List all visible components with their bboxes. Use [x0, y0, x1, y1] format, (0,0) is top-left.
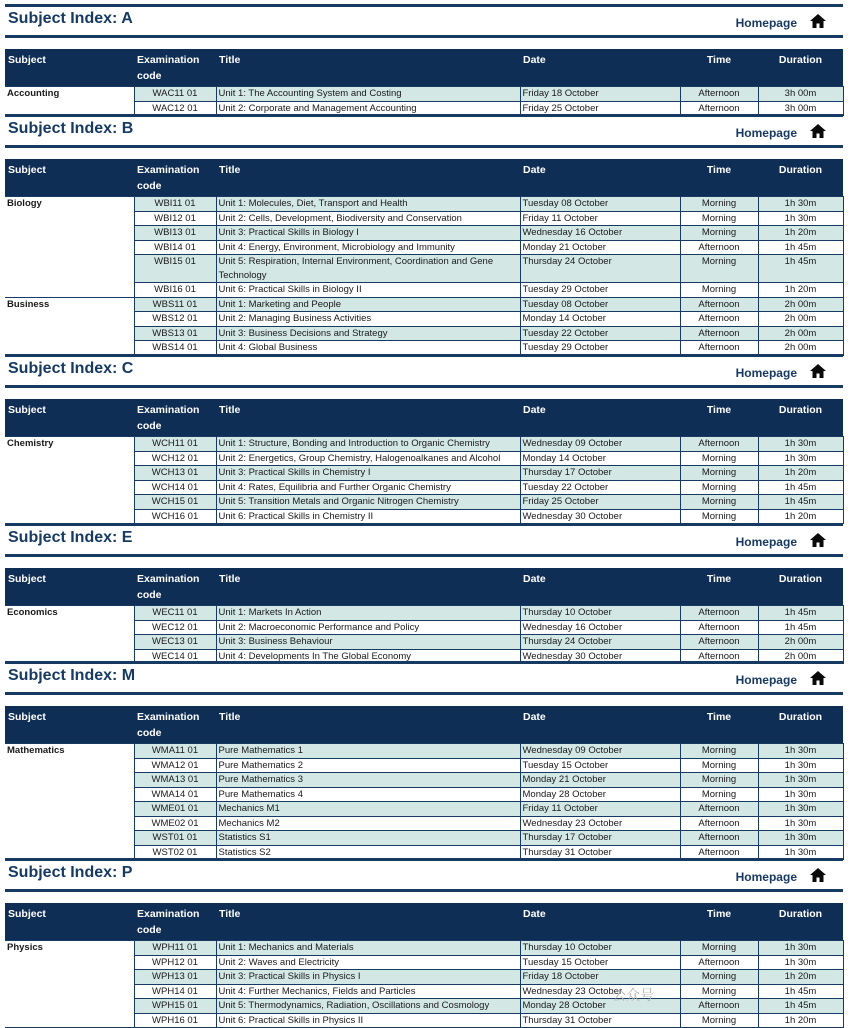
col-date: Date: [520, 706, 680, 744]
code-cell: WCH12 01: [134, 451, 216, 466]
duration-cell: 1h 30m: [758, 744, 843, 759]
title-cell: Unit 1: Structure, Bonding and Introduction to Organic Chemistry: [216, 437, 520, 452]
section-header: [5, 858, 843, 892]
time-cell: Morning: [680, 984, 758, 999]
col-subject: Subject: [5, 706, 134, 744]
time-cell: Afternoon: [680, 635, 758, 650]
subject-cell: Accounting: [5, 87, 134, 116]
time-cell: Morning: [680, 941, 758, 956]
col-duration: Duration: [758, 49, 843, 87]
date-cell: Thursday 24 October: [520, 255, 680, 283]
col-time: Time: [680, 49, 758, 87]
code-cell: WPH12 01: [134, 955, 216, 970]
title-cell: Unit 4: Developments In The Global Economy: [216, 649, 520, 664]
title-cell: Mechanics M2: [216, 816, 520, 831]
col-duration: Duration: [758, 399, 843, 437]
date-cell: Friday 25 October: [520, 101, 680, 116]
code-cell: WAC12 01: [134, 101, 216, 116]
time-cell: Morning: [680, 255, 758, 283]
homepage-link[interactable]: Homepage: [735, 16, 797, 30]
watermark: 公众号: [612, 987, 654, 1003]
duration-cell: 1h 30m: [758, 211, 843, 226]
time-cell: Afternoon: [680, 999, 758, 1014]
code-cell: WPH14 01: [134, 984, 216, 999]
col-code: Examination code: [134, 159, 216, 197]
table-row: [5, 87, 843, 102]
time-cell: Afternoon: [680, 326, 758, 341]
section-title: Subject Index: P: [8, 864, 133, 881]
title-cell: Unit 4: Rates, Equilibria and Further Organic Chemistry: [216, 480, 520, 495]
time-cell: Morning: [680, 509, 758, 524]
date-cell: Thursday 17 October: [520, 831, 680, 846]
date-cell: Tuesday 08 October: [520, 197, 680, 212]
code-cell: WST01 01: [134, 831, 216, 846]
time-cell: Morning: [680, 773, 758, 788]
duration-cell: 1h 30m: [758, 845, 843, 860]
table-row: [5, 606, 843, 621]
code-cell: WMA12 01: [134, 758, 216, 773]
exam-table: [5, 903, 844, 1028]
title-cell: Unit 3: Business Behaviour: [216, 635, 520, 650]
exam-table: [5, 568, 844, 664]
time-cell: Morning: [680, 1013, 758, 1028]
title-cell: Unit 2: Waves and Electricity: [216, 955, 520, 970]
table-row: [5, 744, 843, 759]
col-time: Time: [680, 568, 758, 606]
time-cell: Afternoon: [680, 816, 758, 831]
title-cell: Unit 4: Further Mechanics, Fields and Particles: [216, 984, 520, 999]
time-cell: Afternoon: [680, 845, 758, 860]
time-cell: Afternoon: [680, 649, 758, 664]
code-cell: WME02 01: [134, 816, 216, 831]
date-cell: Wednesday 16 October: [520, 226, 680, 241]
section-title: Subject Index: M: [8, 667, 136, 684]
code-cell: WMA11 01: [134, 744, 216, 759]
date-cell: Monday 28 October: [520, 787, 680, 802]
title-cell: Statistics S1: [216, 831, 520, 846]
duration-cell: 1h 30m: [758, 758, 843, 773]
subject-cell: Physics: [5, 941, 134, 1028]
time-cell: Afternoon: [680, 341, 758, 356]
code-cell: WEC13 01: [134, 635, 216, 650]
home-icon[interactable]: [809, 532, 827, 548]
date-cell: Monday 21 October: [520, 240, 680, 255]
duration-cell: 2h 00m: [758, 635, 843, 650]
col-time: Time: [680, 159, 758, 197]
exam-table: [5, 399, 844, 524]
code-cell: WPH13 01: [134, 970, 216, 985]
duration-cell: 1h 30m: [758, 773, 843, 788]
time-cell: Afternoon: [680, 437, 758, 452]
title-cell: Unit 4: Global Business: [216, 341, 520, 356]
col-duration: Duration: [758, 159, 843, 197]
duration-cell: 3h 00m: [758, 101, 843, 116]
code-cell: WBS12 01: [134, 312, 216, 327]
duration-cell: 1h 45m: [758, 495, 843, 510]
col-duration: Duration: [758, 568, 843, 606]
code-cell: WBI11 01: [134, 197, 216, 212]
col-date: Date: [520, 568, 680, 606]
subject-cell: Economics: [5, 606, 134, 664]
title-cell: Unit 2: Energetics, Group Chemistry, Halogenoalkanes and Alcohol: [216, 451, 520, 466]
subject-section: [5, 523, 843, 664]
duration-cell: 1h 30m: [758, 955, 843, 970]
date-cell: Wednesday 30 October: [520, 509, 680, 524]
col-duration: Duration: [758, 903, 843, 941]
title-cell: Unit 1: The Accounting System and Costing: [216, 87, 520, 102]
col-subject: Subject: [5, 159, 134, 197]
code-cell: WBS11 01: [134, 297, 216, 312]
date-cell: Monday 14 October: [520, 312, 680, 327]
col-date: Date: [520, 49, 680, 87]
time-cell: Afternoon: [680, 101, 758, 116]
date-cell: Thursday 31 October: [520, 845, 680, 860]
table-row: [5, 941, 843, 956]
title-cell: Unit 1: Molecules, Diet, Transport and Health: [216, 197, 520, 212]
subject-section: [5, 661, 843, 860]
duration-cell: 1h 45m: [758, 480, 843, 495]
title-cell: Statistics S2: [216, 845, 520, 860]
code-cell: WCH16 01: [134, 509, 216, 524]
section-title: Subject Index: B: [8, 120, 134, 137]
date-cell: Wednesday 09 October: [520, 437, 680, 452]
title-cell: Unit 5: Transition Metals and Organic Nitrogen Chemistry: [216, 495, 520, 510]
code-cell: WBI15 01: [134, 255, 216, 283]
col-title: Title: [216, 399, 520, 437]
table-row: [5, 437, 843, 452]
code-cell: WST02 01: [134, 845, 216, 860]
time-cell: Afternoon: [680, 297, 758, 312]
homepage-link[interactable]: Homepage: [735, 673, 797, 687]
homepage-link[interactable]: Homepage: [735, 870, 797, 884]
date-cell: Thursday 10 October: [520, 606, 680, 621]
subject-section: [5, 354, 843, 524]
title-cell: Pure Mathematics 3: [216, 773, 520, 788]
date-cell: Thursday 31 October: [520, 1013, 680, 1028]
col-time: Time: [680, 903, 758, 941]
time-cell: Afternoon: [680, 955, 758, 970]
col-duration: Duration: [758, 706, 843, 744]
exam-table: [5, 49, 844, 116]
home-icon[interactable]: [809, 123, 827, 139]
code-cell: WBI13 01: [134, 226, 216, 241]
title-cell: Unit 2: Cells, Development, Biodiversity and Conservation: [216, 211, 520, 226]
duration-cell: 1h 20m: [758, 226, 843, 241]
duration-cell: 1h 30m: [758, 437, 843, 452]
date-cell: Friday 25 October: [520, 495, 680, 510]
exam-table: [5, 159, 844, 356]
duration-cell: 1h 20m: [758, 970, 843, 985]
time-cell: Morning: [680, 451, 758, 466]
title-cell: Unit 3: Practical Skills in Chemistry I: [216, 466, 520, 481]
title-cell: Unit 6: Practical Skills in Chemistry II: [216, 509, 520, 524]
time-cell: Morning: [680, 480, 758, 495]
home-icon[interactable]: [809, 13, 827, 29]
duration-cell: 2h 00m: [758, 326, 843, 341]
code-cell: WEC14 01: [134, 649, 216, 664]
date-cell: Thursday 10 October: [520, 941, 680, 956]
title-cell: Unit 3: Business Decisions and Strategy: [216, 326, 520, 341]
duration-cell: 1h 20m: [758, 466, 843, 481]
duration-cell: 1h 30m: [758, 941, 843, 956]
time-cell: Morning: [680, 283, 758, 298]
col-subject: Subject: [5, 903, 134, 941]
time-cell: Morning: [680, 787, 758, 802]
duration-cell: 2h 00m: [758, 341, 843, 356]
time-cell: Morning: [680, 758, 758, 773]
title-cell: Unit 1: Marketing and People: [216, 297, 520, 312]
table-header: [5, 399, 843, 437]
duration-cell: 1h 45m: [758, 606, 843, 621]
time-cell: Afternoon: [680, 620, 758, 635]
time-cell: Afternoon: [680, 606, 758, 621]
section-header: [5, 661, 843, 695]
col-time: Time: [680, 706, 758, 744]
title-cell: Unit 1: Mechanics and Materials: [216, 941, 520, 956]
date-cell: Tuesday 29 October: [520, 341, 680, 356]
subject-section: [5, 4, 843, 116]
table-row: [5, 297, 843, 312]
title-cell: Unit 3: Practical Skills in Physics I: [216, 970, 520, 985]
homepage-link[interactable]: Homepage: [735, 366, 797, 380]
time-cell: Afternoon: [680, 312, 758, 327]
title-cell: Unit 2: Managing Business Activities: [216, 312, 520, 327]
section-header: [5, 354, 843, 388]
col-code: Examination code: [134, 903, 216, 941]
duration-cell: 1h 20m: [758, 509, 843, 524]
title-cell: Unit 1: Markets In Action: [216, 606, 520, 621]
duration-cell: 1h 20m: [758, 1013, 843, 1028]
col-title: Title: [216, 159, 520, 197]
date-cell: Tuesday 22 October: [520, 480, 680, 495]
time-cell: Afternoon: [680, 87, 758, 102]
date-cell: Monday 28 October: [520, 999, 680, 1014]
time-cell: Morning: [680, 211, 758, 226]
title-cell: Unit 6: Practical Skills in Physics II: [216, 1013, 520, 1028]
title-cell: Mechanics M1: [216, 802, 520, 817]
subject-cell: Business: [5, 297, 134, 355]
date-cell: Tuesday 15 October: [520, 758, 680, 773]
duration-cell: 1h 30m: [758, 197, 843, 212]
time-cell: Morning: [680, 226, 758, 241]
date-cell: Friday 18 October: [520, 87, 680, 102]
col-title: Title: [216, 568, 520, 606]
time-cell: Morning: [680, 970, 758, 985]
duration-cell: 1h 45m: [758, 240, 843, 255]
table-header: [5, 49, 843, 87]
exam-table: [5, 706, 844, 860]
code-cell: WEC12 01: [134, 620, 216, 635]
table-header: [5, 706, 843, 744]
subject-cell: Chemistry: [5, 437, 134, 524]
col-subject: Subject: [5, 399, 134, 437]
home-icon[interactable]: [809, 363, 827, 379]
duration-cell: 2h 00m: [758, 649, 843, 664]
duration-cell: 1h 45m: [758, 620, 843, 635]
date-cell: Thursday 24 October: [520, 635, 680, 650]
duration-cell: 1h 30m: [758, 802, 843, 817]
col-date: Date: [520, 399, 680, 437]
duration-cell: 1h 45m: [758, 984, 843, 999]
date-cell: Tuesday 15 October: [520, 955, 680, 970]
date-cell: Wednesday 30 October: [520, 649, 680, 664]
duration-cell: 1h 20m: [758, 283, 843, 298]
code-cell: WPH11 01: [134, 941, 216, 956]
duration-cell: 2h 00m: [758, 297, 843, 312]
duration-cell: 2h 00m: [758, 312, 843, 327]
subject-cell: Biology: [5, 197, 134, 298]
date-cell: Friday 18 October: [520, 970, 680, 985]
section-header: [5, 523, 843, 557]
col-title: Title: [216, 49, 520, 87]
title-cell: Unit 3: Practical Skills in Biology I: [216, 226, 520, 241]
table-header: [5, 159, 843, 197]
subject-cell: Mathematics: [5, 744, 134, 860]
code-cell: WBI12 01: [134, 211, 216, 226]
code-cell: WEC11 01: [134, 606, 216, 621]
date-cell: Wednesday 23 October: [520, 984, 680, 999]
time-cell: Morning: [680, 744, 758, 759]
subject-section: [5, 114, 843, 356]
duration-cell: 1h 30m: [758, 816, 843, 831]
table-header: [5, 903, 843, 941]
code-cell: WCH14 01: [134, 480, 216, 495]
col-title: Title: [216, 903, 520, 941]
title-cell: Pure Mathematics 2: [216, 758, 520, 773]
date-cell: Friday 11 October: [520, 802, 680, 817]
title-cell: Pure Mathematics 1: [216, 744, 520, 759]
col-date: Date: [520, 159, 680, 197]
code-cell: WBS14 01: [134, 341, 216, 356]
code-cell: WCH15 01: [134, 495, 216, 510]
date-cell: Monday 14 October: [520, 451, 680, 466]
title-cell: Unit 2: Corporate and Management Accounting: [216, 101, 520, 116]
subject-section: [5, 858, 843, 1028]
title-cell: Pure Mathematics 4: [216, 787, 520, 802]
code-cell: WPH15 01: [134, 999, 216, 1014]
col-code: Examination code: [134, 706, 216, 744]
homepage-link[interactable]: Homepage: [735, 535, 797, 549]
time-cell: Morning: [680, 197, 758, 212]
section-header: [5, 4, 843, 38]
code-cell: WMA13 01: [134, 773, 216, 788]
time-cell: Morning: [680, 466, 758, 481]
date-cell: Friday 11 October: [520, 211, 680, 226]
table-row: [5, 197, 843, 212]
date-cell: Tuesday 22 October: [520, 326, 680, 341]
duration-cell: 1h 45m: [758, 255, 843, 283]
code-cell: WBI14 01: [134, 240, 216, 255]
code-cell: WAC11 01: [134, 87, 216, 102]
col-subject: Subject: [5, 49, 134, 87]
col-subject: Subject: [5, 568, 134, 606]
col-code: Examination code: [134, 399, 216, 437]
time-cell: Afternoon: [680, 802, 758, 817]
time-cell: Morning: [680, 495, 758, 510]
duration-cell: 3h 00m: [758, 87, 843, 102]
code-cell: WCH13 01: [134, 466, 216, 481]
title-cell: Unit 5: Respiration, Internal Environment, Coordination and Gene Technology: [216, 255, 520, 283]
time-cell: Afternoon: [680, 831, 758, 846]
duration-cell: 1h 30m: [758, 831, 843, 846]
col-code: Examination code: [134, 568, 216, 606]
code-cell: WMA14 01: [134, 787, 216, 802]
home-icon[interactable]: [809, 867, 827, 883]
duration-cell: 1h 30m: [758, 451, 843, 466]
col-date: Date: [520, 903, 680, 941]
date-cell: Tuesday 08 October: [520, 297, 680, 312]
home-icon[interactable]: [809, 670, 827, 686]
section-title: Subject Index: A: [8, 10, 133, 27]
time-cell: Afternoon: [680, 240, 758, 255]
date-cell: Thursday 17 October: [520, 466, 680, 481]
date-cell: Wednesday 16 October: [520, 620, 680, 635]
date-cell: Tuesday 29 October: [520, 283, 680, 298]
date-cell: Wednesday 09 October: [520, 744, 680, 759]
title-cell: Unit 2: Macroeconomic Performance and Policy: [216, 620, 520, 635]
code-cell: WBI16 01: [134, 283, 216, 298]
col-code: Examination code: [134, 49, 216, 87]
code-cell: WBS13 01: [134, 326, 216, 341]
duration-cell: 1h 30m: [758, 787, 843, 802]
code-cell: WCH11 01: [134, 437, 216, 452]
col-time: Time: [680, 399, 758, 437]
col-title: Title: [216, 706, 520, 744]
section-title: Subject Index: C: [8, 360, 134, 377]
homepage-link[interactable]: Homepage: [735, 126, 797, 140]
table-header: [5, 568, 843, 606]
date-cell: Monday 21 October: [520, 773, 680, 788]
section-title: Subject Index: E: [8, 529, 133, 546]
date-cell: Wednesday 23 October: [520, 816, 680, 831]
code-cell: WPH16 01: [134, 1013, 216, 1028]
section-header: [5, 114, 843, 148]
duration-cell: 1h 45m: [758, 999, 843, 1014]
title-cell: Unit 5: Thermodynamics, Radiation, Oscillations and Cosmology: [216, 999, 520, 1014]
title-cell: Unit 6: Practical Skills in Biology II: [216, 283, 520, 298]
code-cell: WME01 01: [134, 802, 216, 817]
title-cell: Unit 4: Energy, Environment, Microbiology and Immunity: [216, 240, 520, 255]
